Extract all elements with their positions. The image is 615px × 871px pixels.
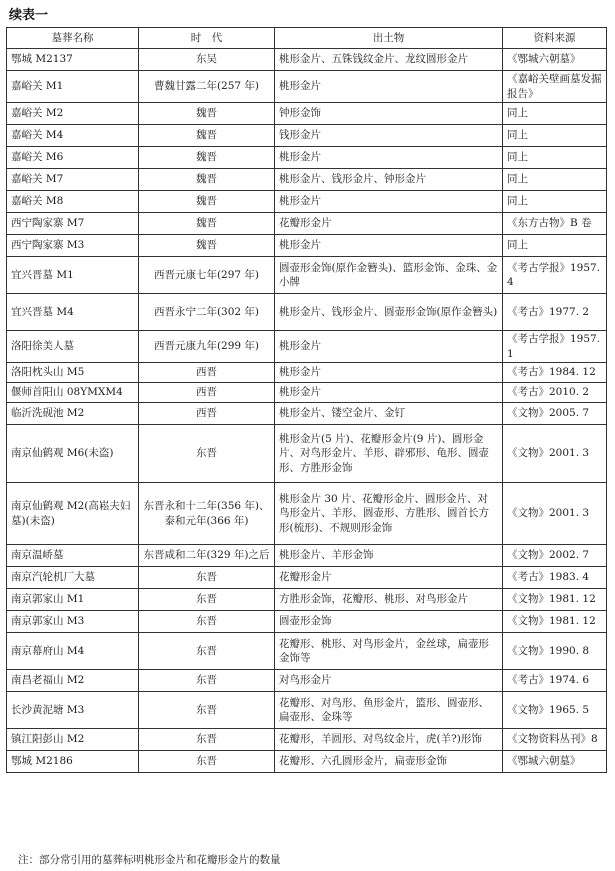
cell-source: 《东方古物》B 卷 [503,213,607,235]
cell-period: 魏晋 [139,103,275,125]
cell-excavated-goods: 桃形金片、钱形金片、圆壶形金饰(原作金簪头) [275,294,503,331]
table-row [7,383,607,403]
cell-period: 西晋元康九年(299 年) [139,331,275,363]
header-excavated-goods: 出土物 [275,28,503,49]
table-row [7,692,607,729]
cell-tomb-name: 嘉峪关 M7 [7,169,139,191]
cell-excavated-goods: 花瓣形金片 [275,213,503,235]
cell-excavated-goods: 桃形金片、五铢钱纹金片、龙纹圆形金片 [275,49,503,71]
cell-tomb-name: 临沂洗砚池 M2 [7,403,139,425]
cell-tomb-name: 鄂城 M2186 [7,751,139,773]
cell-source: 《嘉峪关壁画墓发掘报告》 [503,71,607,103]
cell-tomb-name: 宜兴晋墓 M1 [7,257,139,294]
table-row [7,425,607,483]
cell-excavated-goods: 桃形金片 [275,191,503,213]
cell-tomb-name: 偃师首阳山 08YMXM4 [7,383,139,403]
cell-source: 《鄂城六朝墓》 [503,751,607,773]
cell-source: 《考古学报》1957. 4 [503,257,607,294]
cell-source: 同上 [503,169,607,191]
cell-tomb-name: 嘉峪关 M4 [7,125,139,147]
cell-excavated-goods: 花瓣形、六孔圆形金片，扁壶形金饰 [275,751,503,773]
header-period: 时 代 [139,28,275,49]
cell-excavated-goods: 桃形金片 30 片、花瓣形金片、圆形金片、对鸟形金片、羊形、圆壶形、方胜形、圆首长方形(梳形)、不规则形金饰 [275,483,503,545]
cell-excavated-goods: 桃形金片、钱形金片、钟形金片 [275,169,503,191]
cell-source: 《文物》1965. 5 [503,692,607,729]
table-row [7,125,607,147]
table-row [7,729,607,751]
cell-period: 魏晋 [139,213,275,235]
table-row [7,235,607,257]
cell-tomb-name: 洛阳枕头山 M5 [7,363,139,383]
cell-period: 西晋永宁二年(302 年) [139,294,275,331]
cell-period: 东晋 [139,611,275,633]
table-row [7,589,607,611]
table-row [7,545,607,567]
cell-period: 曹魏甘露二年(257 年) [139,71,275,103]
table-row [7,103,607,125]
cell-tomb-name: 长沙黄泥塘 M3 [7,692,139,729]
table-row [7,483,607,545]
cell-tomb-name: 南京仙鹤观 M2(高崧夫妇墓)(未盗) [7,483,139,545]
cell-excavated-goods: 花瓣形，羊圆形、对鸟纹金片，虎(羊?)形饰 [275,729,503,751]
cell-tomb-name: 南京幕府山 M4 [7,633,139,670]
cell-excavated-goods: 圆壶形金饰(原作金簪头)、篮形金饰、金珠、金小牌 [275,257,503,294]
table-row [7,751,607,773]
cell-excavated-goods: 桃形金片 [275,383,503,403]
cell-period: 西晋 [139,403,275,425]
table-row [7,49,607,71]
cell-tomb-name: 鄂城 M2137 [7,49,139,71]
cell-tomb-name: 嘉峪关 M8 [7,191,139,213]
cell-excavated-goods: 圆壶形金饰 [275,611,503,633]
cell-source: 《文物资料丛刊》8 [503,729,607,751]
cell-source: 《文物》2001. 3 [503,425,607,483]
cell-period: 东晋 [139,729,275,751]
cell-source: 同上 [503,235,607,257]
table-row [7,71,607,103]
cell-excavated-goods: 对鸟形金片 [275,670,503,692]
cell-excavated-goods: 钱形金片 [275,125,503,147]
table-caption: 续表一 [9,8,49,23]
cell-excavated-goods: 桃形金片 [275,147,503,169]
table-row [7,294,607,331]
cell-source: 《考古》1983. 4 [503,567,607,589]
cell-tomb-name: 南京汽轮机厂大墓 [7,567,139,589]
table-row [7,191,607,213]
burial-goods-table [6,27,607,773]
cell-source: 《文物》2002. 7 [503,545,607,567]
cell-excavated-goods: 钟形金饰 [275,103,503,125]
cell-period: 魏晋 [139,147,275,169]
table-row [7,670,607,692]
cell-source: 同上 [503,147,607,169]
cell-period: 魏晋 [139,169,275,191]
cell-source: 《文物》2001. 3 [503,483,607,545]
cell-period: 魏晋 [139,191,275,213]
cell-period: 西晋 [139,363,275,383]
cell-period: 东晋 [139,425,275,483]
cell-source: 《考古》1974. 6 [503,670,607,692]
cell-source: 《考古》1984. 12 [503,363,607,383]
table-body [7,49,607,773]
cell-period: 东晋 [139,633,275,670]
table-row [7,611,607,633]
table-row [7,169,607,191]
cell-tomb-name: 南昌老福山 M2 [7,670,139,692]
cell-excavated-goods: 桃形金片 [275,363,503,383]
cell-source: 《文物》1981. 12 [503,589,607,611]
cell-excavated-goods: 桃形金片 [275,235,503,257]
cell-tomb-name: 南京仙鹤观 M6(未盗) [7,425,139,483]
table-row [7,363,607,383]
cell-excavated-goods: 桃形金片(5 片)、花瓣形金片(9 片)、圆形金片、对鸟形金片、羊形、辟邪形、龟形、圆壶形、方胜形金饰 [275,425,503,483]
cell-tomb-name: 西宁陶家寨 M7 [7,213,139,235]
header-row [7,28,607,49]
cell-tomb-name: 南京郭家山 M1 [7,589,139,611]
cell-tomb-name: 嘉峪关 M6 [7,147,139,169]
cell-excavated-goods: 花瓣形、桃形、对鸟形金片，金丝球，扁壶形金饰等 [275,633,503,670]
cell-tomb-name: 嘉峪关 M1 [7,71,139,103]
cell-period: 东晋咸和二年(329 年)之后 [139,545,275,567]
cell-period: 东晋 [139,692,275,729]
cell-source: 《文物》1981. 12 [503,611,607,633]
cell-period: 东晋 [139,670,275,692]
cell-source: 《鄂城六朝墓》 [503,49,607,71]
table-row [7,567,607,589]
cell-tomb-name: 镇江阳彭山 M2 [7,729,139,751]
cell-excavated-goods: 桃形金片、镂空金片、金钉 [275,403,503,425]
cell-period: 西晋元康七年(297 年) [139,257,275,294]
cell-source: 《考古》2010. 2 [503,383,607,403]
cell-excavated-goods: 桃形金片 [275,71,503,103]
cell-tomb-name: 南京温峤墓 [7,545,139,567]
cell-period: 东晋永和十二年(356 年)、泰和元年(366 年) [139,483,275,545]
cell-source: 同上 [503,191,607,213]
table-row [7,331,607,363]
cell-excavated-goods: 桃形金片、羊形金饰 [275,545,503,567]
cell-period: 西晋 [139,383,275,403]
cell-period: 东吴 [139,49,275,71]
cell-tomb-name: 南京郭家山 M3 [7,611,139,633]
cell-source: 《文物》2005. 7 [503,403,607,425]
cell-source: 同上 [503,125,607,147]
table-row [7,257,607,294]
cell-period: 魏晋 [139,125,275,147]
table-row [7,147,607,169]
footnote: 注：部分常引用的墓葬标明桃形金片和花瓣形金片的数量 [18,854,281,866]
cell-excavated-goods: 桃形金片 [275,331,503,363]
cell-period: 东晋 [139,751,275,773]
cell-source: 《文物》1990. 8 [503,633,607,670]
cell-tomb-name: 西宁陶家寨 M3 [7,235,139,257]
cell-period: 魏晋 [139,235,275,257]
cell-source: 《考古》1977. 2 [503,294,607,331]
cell-excavated-goods: 方胜形金饰，花瓣形、桃形、对鸟形金片 [275,589,503,611]
cell-tomb-name: 宜兴晋墓 M4 [7,294,139,331]
cell-excavated-goods: 花瓣形、对鸟形、鱼形金片，篮形、圆壶形、扁壶形、金珠等 [275,692,503,729]
header-tomb-name: 墓葬名称 [7,28,139,49]
cell-tomb-name: 嘉峪关 M2 [7,103,139,125]
cell-period: 东晋 [139,567,275,589]
cell-source: 《考古学报》1957. 1 [503,331,607,363]
cell-excavated-goods: 花瓣形金片 [275,567,503,589]
table-row [7,213,607,235]
cell-tomb-name: 洛阳徐美人墓 [7,331,139,363]
cell-period: 东晋 [139,589,275,611]
table-row [7,403,607,425]
table-row [7,633,607,670]
cell-source: 同上 [503,103,607,125]
header-source: 资料来源 [503,28,607,49]
